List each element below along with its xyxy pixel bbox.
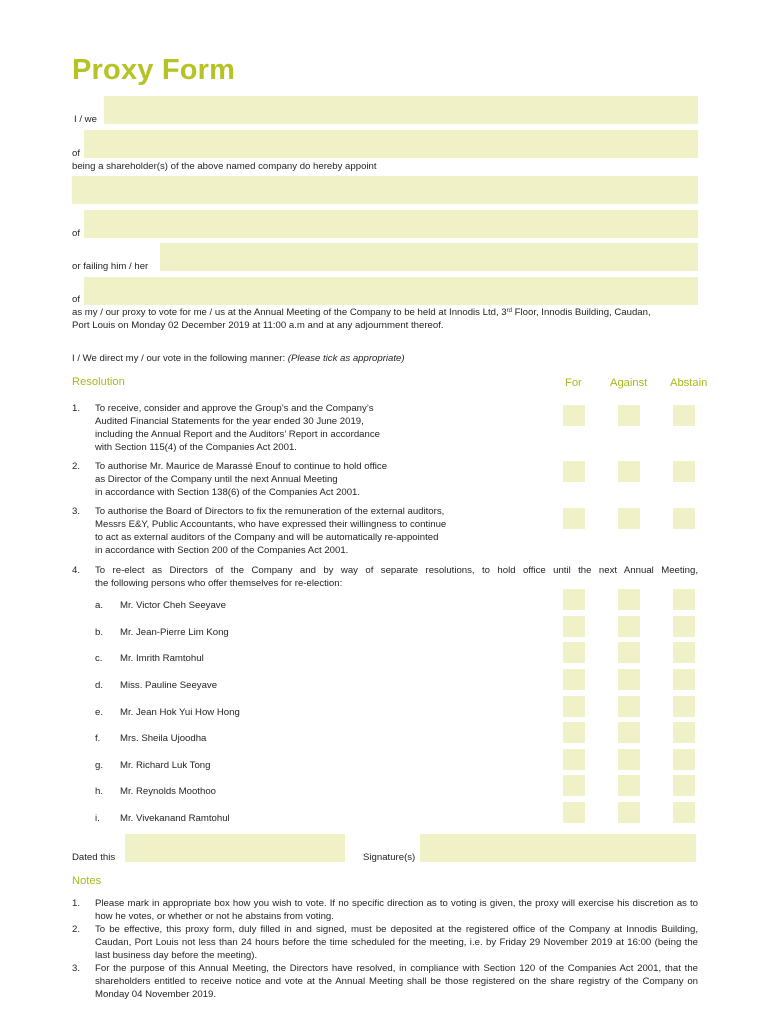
notes-heading: Notes (72, 875, 102, 887)
vote-abstain-checkbox[interactable] (673, 616, 695, 637)
address-field[interactable] (84, 130, 698, 158)
of-label-2: of (72, 228, 81, 239)
director-name: Mr. Richard Luk Tong (120, 760, 211, 771)
proxy-name-field[interactable] (72, 176, 698, 204)
proxy-statement-line2: Port Louis on Monday 02 December 2019 at 11:00 a.m and at any adjournment thereof. (72, 320, 444, 331)
vote-for-checkbox[interactable] (563, 508, 585, 529)
resolution-text-line: Messrs E&Y, Public Accountants, who have expressed their willingness to continue (95, 519, 447, 530)
abstain-header: Abstain (670, 377, 708, 389)
note-text: To be effective, this proxy form, duly filled in and signed, must be deposited at the registered office of the Company at Innodis Building, Caudan, Port Louis not less than 24 hours before the time scheduled for the meeting, i.e. by Friday 29 November 2019 at 16:00 (being the last business day before the meeting). (95, 924, 698, 961)
director-letter: f. (95, 733, 101, 744)
vote-against-checkbox[interactable] (618, 508, 640, 529)
director-letter: d. (95, 680, 104, 691)
resolution-number: 2. (72, 461, 81, 472)
proxy-address-field[interactable] (84, 210, 698, 238)
resolution-text-line: To re-elect as Directors of the Company and by way of separate resolutions, to hold office until the next Annual Meeting, (95, 565, 698, 576)
note-number: 1. (72, 898, 81, 909)
director-letter: c. (95, 653, 103, 664)
name-field[interactable] (104, 96, 698, 124)
director-name: Mr. Jean Hok Yui How Hong (120, 707, 240, 718)
vote-for-checkbox[interactable] (563, 616, 585, 637)
vote-for-checkbox[interactable] (563, 696, 585, 717)
director-letter: h. (95, 786, 104, 797)
director-letter: i. (95, 813, 100, 824)
vote-abstain-checkbox[interactable] (673, 749, 695, 770)
director-name: Mrs. Sheila Ujoodha (120, 733, 207, 744)
shareholder-statement: being a shareholder(s) of the above named company do hereby appoint (72, 161, 377, 172)
date-field[interactable] (125, 834, 345, 862)
resolution-header: Resolution (72, 376, 125, 388)
resolution-text-line: as Director of the Company until the next Annual Meeting (95, 474, 338, 485)
alternate-proxy-field[interactable] (160, 243, 698, 271)
resolution-text-line: including the Annual Report and the Auditors’ Report in accordance (95, 429, 380, 440)
note-number: 2. (72, 924, 81, 935)
resolution-text-line: the following persons who offer themselves for re-election: (95, 578, 343, 589)
director-name: Mr. Imrith Ramtohul (120, 653, 204, 664)
vote-for-checkbox[interactable] (563, 589, 585, 610)
resolution-text-line: in accordance with Section 200 of the Companies Act 2001. (95, 545, 349, 556)
director-letter: b. (95, 627, 104, 638)
signature-field[interactable] (420, 834, 696, 862)
director-letter: e. (95, 707, 104, 718)
vote-abstain-checkbox[interactable] (673, 642, 695, 663)
director-name: Mr. Victor Cheh Seeyave (120, 600, 226, 611)
vote-abstain-checkbox[interactable] (673, 669, 695, 690)
vote-against-checkbox[interactable] (618, 405, 640, 426)
note-text: For the purpose of this Annual Meeting, the Directors have resolved, in compliance with Section 120 of the Companies Act 2001, that the shareholders entitled to receive notice and vote at the Annual Meeting shall be those registered on the share registry of the Company on Monday 04 November 2019. (95, 963, 698, 1000)
director-name: Miss. Pauline Seeyave (120, 680, 218, 691)
proxy-statement-line1: as my / our proxy to vote for me / us at the Annual Meeting of the Company to be held at Innodis Ltd, 3rd Floor, Innodis Building, Caudan, (72, 307, 651, 318)
vote-against-checkbox[interactable] (618, 669, 640, 690)
resolution-text-line: in accordance with Section 138(6) of the Companies Act 2001. (95, 487, 361, 498)
vote-for-checkbox[interactable] (563, 722, 585, 743)
resolution-text-line: To authorise the Board of Directors to fix the remuneration of the external auditors, (95, 506, 445, 517)
vote-for-checkbox[interactable] (563, 669, 585, 690)
resolution-text-line: To authorise Mr. Maurice de Marassé Enouf to continue to hold office (95, 461, 388, 472)
director-name: Mr. Reynolds Moothoo (120, 786, 216, 797)
vote-for-checkbox[interactable] (563, 405, 585, 426)
for-header: For (565, 377, 582, 389)
director-name: Mr. Jean-Pierre Lim Kong (120, 627, 229, 638)
resolution-text-line: Audited Financial Statements for the year ended 30 June 2019, (95, 416, 364, 427)
i-we-label: I / we (74, 114, 97, 125)
vote-for-checkbox[interactable] (563, 749, 585, 770)
resolution-text-line: To receive, consider and approve the Group’s and the Company’s (95, 403, 374, 414)
director-letter: g. (95, 760, 104, 771)
vote-abstain-checkbox[interactable] (673, 461, 695, 482)
vote-against-checkbox[interactable] (618, 461, 640, 482)
of-label-1: of (72, 148, 81, 159)
vote-abstain-checkbox[interactable] (673, 508, 695, 529)
vote-abstain-checkbox[interactable] (673, 589, 695, 610)
resolution-number: 1. (72, 403, 81, 414)
director-name: Mr. Vivekanand Ramtohul (120, 813, 230, 824)
vote-abstain-checkbox[interactable] (673, 722, 695, 743)
vote-for-checkbox[interactable] (563, 642, 585, 663)
resolution-text-line: with Section 115(4) of the Companies Act 2001. (95, 442, 297, 453)
vote-against-checkbox[interactable] (618, 589, 640, 610)
dated-label: Dated this (72, 852, 116, 863)
resolution-number: 3. (72, 506, 81, 517)
or-failing-label: or failing him / her (72, 261, 149, 272)
note-number: 3. (72, 963, 81, 974)
vote-against-checkbox[interactable] (618, 696, 640, 717)
vote-against-checkbox[interactable] (618, 616, 640, 637)
vote-for-checkbox[interactable] (563, 775, 585, 796)
vote-abstain-checkbox[interactable] (673, 802, 695, 823)
vote-against-checkbox[interactable] (618, 642, 640, 663)
vote-abstain-checkbox[interactable] (673, 775, 695, 796)
vote-for-checkbox[interactable] (563, 802, 585, 823)
against-header: Against (610, 377, 648, 389)
voting-instruction: I / We direct my / our vote in the following manner: (Please tick as appropriate) (72, 353, 405, 364)
note-text: Please mark in appropriate box how you wish to vote. If no specific direction as to voting is given, the proxy will exercise his discretion as to how he votes, or whether or not he abstains from voting. (95, 898, 698, 922)
director-letter: a. (95, 600, 104, 611)
vote-abstain-checkbox[interactable] (673, 405, 695, 426)
alternate-address-field[interactable] (84, 277, 698, 305)
vote-against-checkbox[interactable] (618, 802, 640, 823)
resolution-text-line: to act as external auditors of the Company and will be automatically re-appointed (95, 532, 439, 543)
vote-against-checkbox[interactable] (618, 775, 640, 796)
resolution-number: 4. (72, 565, 81, 576)
vote-against-checkbox[interactable] (618, 722, 640, 743)
of-label-3: of (72, 294, 81, 305)
vote-against-checkbox[interactable] (618, 749, 640, 770)
vote-for-checkbox[interactable] (563, 461, 585, 482)
vote-abstain-checkbox[interactable] (673, 696, 695, 717)
signature-label: Signature(s) (363, 852, 416, 863)
page-title: Proxy Form (72, 54, 236, 86)
